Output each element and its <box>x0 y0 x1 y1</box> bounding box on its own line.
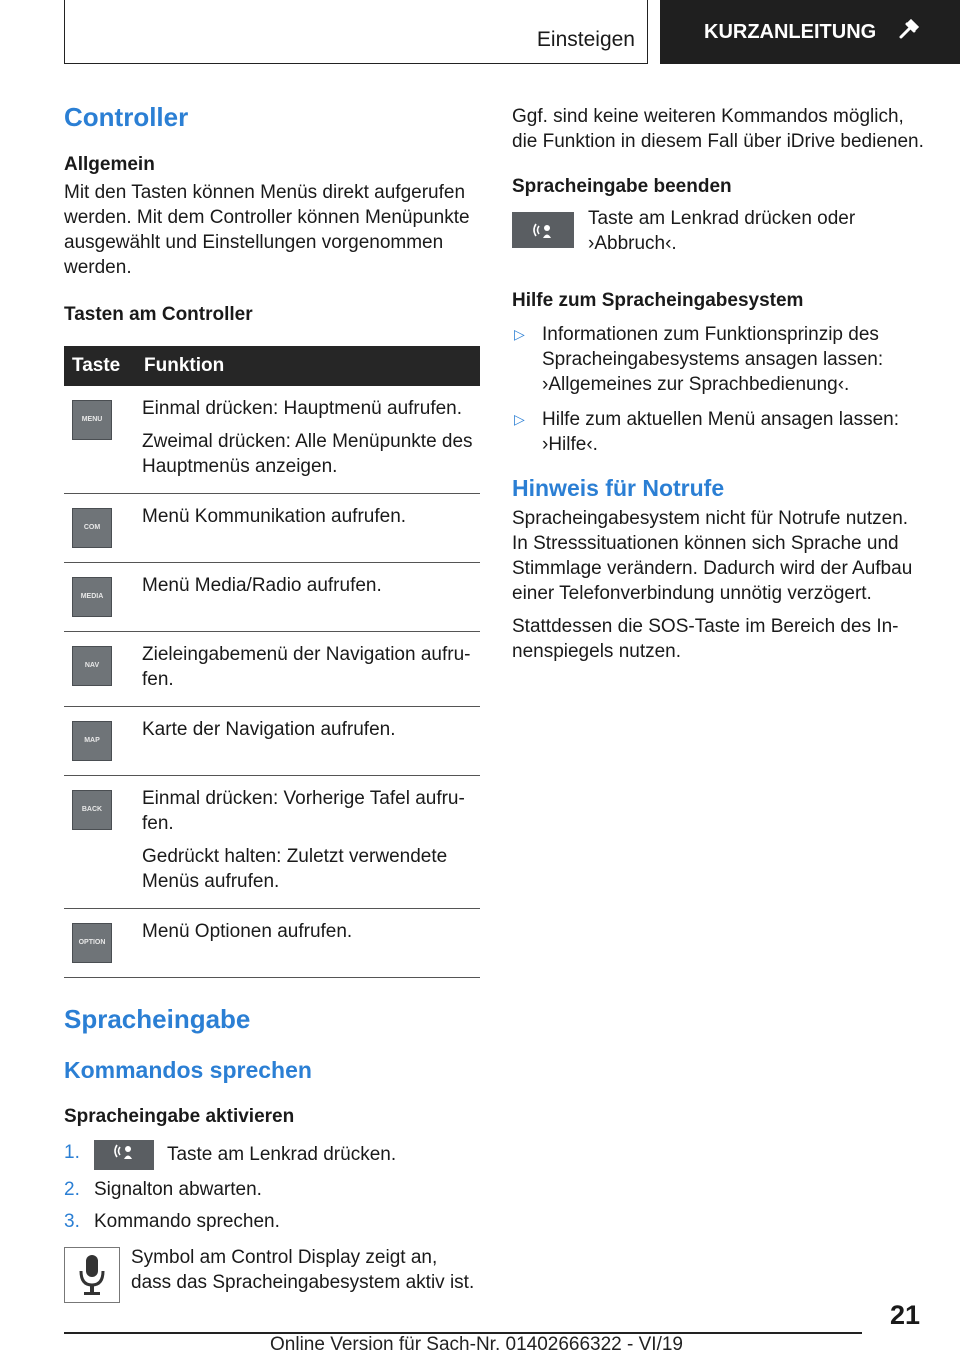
activation-steps <box>64 1140 480 1234</box>
controller-title: Controller <box>64 102 189 132</box>
notruf-paragraph-2: Stattdessen die SOS-Taste im Bereich des In-nenspiegels nutzen. <box>512 616 899 662</box>
triangle-bullet-icon: ▷ <box>514 326 525 342</box>
table-row <box>64 386 480 494</box>
spracheingabe-title: Spracheingabe <box>64 1004 251 1034</box>
list-item <box>64 1140 480 1170</box>
controller-key-icon: MENU <box>72 400 112 440</box>
section-label: Einsteigen <box>64 0 648 64</box>
key-cell <box>64 494 136 563</box>
page-number: 21 <box>890 1300 921 1330</box>
bullet-text: Hilfe zum aktuellen Menü ansagen lassen: ›Hilfe‹. <box>542 409 899 455</box>
step-number: 3. <box>64 1211 80 1232</box>
step-number: 1. <box>64 1142 80 1163</box>
table-row <box>64 776 480 909</box>
allgemein-text: Mit den Tasten können Menüs direkt aufgerufen werden. Mit dem Controller können Menüpunkte ausgewählt und Einstellungen vorgenommen werden. <box>64 182 470 278</box>
key-cell <box>64 909 136 978</box>
function-cell <box>136 563 480 632</box>
list-item <box>64 1177 480 1202</box>
notruf-paragraph-1: Spracheingabesystem nicht für Notrufe nutzen. In Stresssituationen können sich Sprache und Stimmlage verändern. Dadurch wird der Aufbau einer Telefonverbindung unnötig verzögert. <box>512 508 913 604</box>
controller-key-icon: BACK <box>72 790 112 830</box>
table-row <box>64 909 480 978</box>
controller-key-icon: NAV <box>72 646 112 686</box>
function-cell <box>136 776 480 909</box>
key-cell <box>64 707 136 776</box>
microphone-icon <box>64 1247 120 1303</box>
function-text: Menü Optionen aufrufen. <box>142 921 353 942</box>
function-text: Karte der Navigation aufrufen. <box>142 719 396 740</box>
beenden-text: Taste am Lenkrad drücken oder ›Abbruch‹. <box>588 208 856 254</box>
function-text: Einmal drücken: Vorherige Tafel aufru-fen. <box>142 788 465 834</box>
function-text: Menü Media/Radio aufrufen. <box>142 575 382 596</box>
controller-key-icon: MAP <box>72 721 112 761</box>
footer-text: Online Version für Sach-Nr. 01402666322 - VI/19 <box>270 1334 683 1355</box>
function-text: Zweimal drücken: Alle Menüpunkte des Hauptmenüs anzeigen. <box>142 431 473 477</box>
page-header <box>64 0 960 66</box>
intro-text: Ggf. sind keine weiteren Kommandos möglich, die Funktion in diesem Fall über iDrive bedienen. <box>512 106 924 152</box>
step-text: Kommando sprechen. <box>94 1211 280 1232</box>
triangle-bullet-icon: ▷ <box>514 411 525 427</box>
left-column <box>64 100 480 1301</box>
voice-button-icon <box>512 212 574 248</box>
function-cell <box>136 909 480 978</box>
controller-key-icon: MEDIA <box>72 577 112 617</box>
beenden-heading: Spracheingabe beenden <box>512 176 732 197</box>
tasten-heading: Tasten am Controller <box>64 304 253 325</box>
controller-keys-table <box>64 346 480 978</box>
column-header-funktion: Funktion <box>136 346 480 386</box>
table-row <box>64 707 480 776</box>
function-cell <box>136 386 480 494</box>
symbol-text: Symbol am Control Display zeigt an, dass das Spracheingabesystem aktiv ist. <box>131 1247 475 1293</box>
step-text: Signalton abwarten. <box>94 1179 262 1200</box>
wrench-icon <box>898 18 920 46</box>
chapter-tab-label: KURZANLEITUNG <box>704 20 877 43</box>
kommandos-title: Kommandos sprechen <box>64 1057 312 1083</box>
voice-button-icon <box>94 1140 154 1170</box>
right-column <box>512 100 928 664</box>
key-cell <box>64 632 136 707</box>
table-row <box>64 563 480 632</box>
column-header-taste: Taste <box>64 346 136 386</box>
list-item <box>512 407 928 457</box>
key-cell <box>64 776 136 909</box>
list-item <box>512 322 928 397</box>
beenden-block <box>512 206 928 266</box>
hilfe-heading: Hilfe zum Spracheingabesystem <box>512 290 804 311</box>
controller-key-icon: OPTION <box>72 923 112 963</box>
function-cell <box>136 707 480 776</box>
chapter-tab <box>660 0 960 64</box>
key-cell <box>64 386 136 494</box>
table-row <box>64 632 480 707</box>
allgemein-heading: Allgemein <box>64 154 155 175</box>
function-cell <box>136 494 480 563</box>
controller-key-icon: COM <box>72 508 112 548</box>
bullet-text: Informationen zum Funktionsprinzip des Spracheingabesystems ansagen lassen: ›Allgemeines zur Sprachbedienung‹. <box>542 324 884 395</box>
step-number: 2. <box>64 1179 80 1200</box>
key-cell <box>64 563 136 632</box>
table-header-row <box>64 346 480 386</box>
aktivieren-heading: Spracheingabe aktivieren <box>64 1106 295 1127</box>
list-item <box>64 1209 480 1234</box>
function-cell <box>136 632 480 707</box>
hilfe-list <box>512 322 928 457</box>
notruf-title: Hinweis für Notrufe <box>512 475 725 501</box>
symbol-note <box>64 1241 480 1301</box>
table-row <box>64 494 480 563</box>
function-text: Einmal drücken: Hauptmenü aufrufen. <box>142 398 463 419</box>
function-text: Gedrückt halten: Zuletzt verwendete Menüs aufrufen. <box>142 846 448 892</box>
function-text: Zieleingabemenü der Navigation aufru-fen. <box>142 644 471 690</box>
function-text: Menü Kommunikation aufrufen. <box>142 506 407 527</box>
step-text: Taste am Lenkrad drücken. <box>166 1144 397 1166</box>
